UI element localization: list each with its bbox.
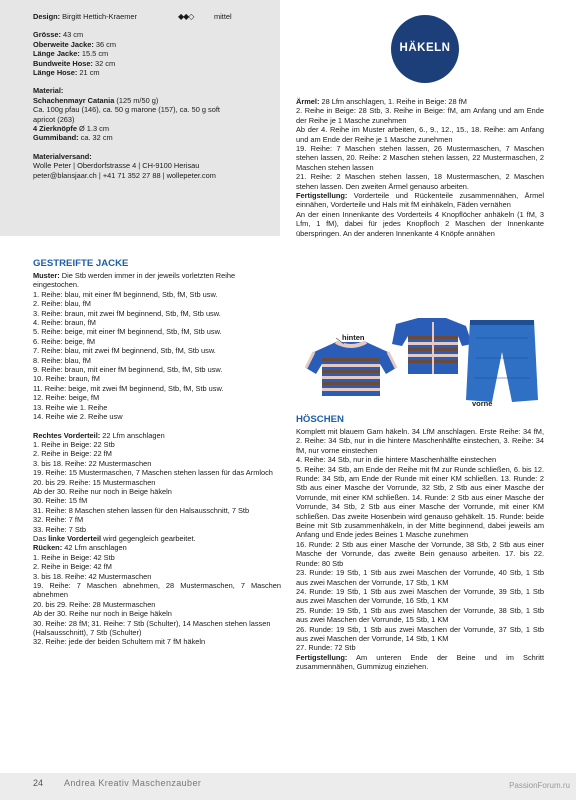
watermark: PassionForum.ru [509,781,570,790]
list-item: 31. Reihe: 8 Maschen stehen lassen für den Halsausschnitt, 7 Stb [33,505,250,515]
difficulty-label: mittel [214,12,232,21]
list-item: 9. Reihe: braun, mit einer fM beginnend, Stb, fM, Stb usw. [33,365,223,375]
list-item: 33. Reihe: 7 Stb [33,524,87,534]
intro-paragraph: Komplett mit blauem Garn häkeln. 34 LfM anschlagen. Erste Reihe: 34 fM, 2. Reihe: 34 Stb, nur in die hintere Maschenhälfte einstechen, 3. Reihe: 34 fM, nur vorne einstechen [296,427,544,455]
list-item: 11. Reihe: beige, mit zwei fM beginnend, Stb, fM, Stb usw. [33,383,224,393]
list-item: 32. Reihe: 7 fM [33,515,84,525]
list-item: 3. Reihe: braun, mit zwei fM beginnend, Stb, fM, Stb usw. [33,308,221,318]
jacke-section [33,258,281,647]
muster-paragraph: Muster: Die Stb werden immer in der jeweils vorletzten Reihe eingestochen. [33,271,236,290]
fertigstellung-paragraph: Fertigstellung: Vorderteile und Rückenteile zusammennähen, Ärmel einnähen, Vorderteile und Hals mit fM einhäkeln, Fäden vernähen [296,191,544,210]
pants-image [466,320,538,402]
list-item: 13. Reihe wie 1. Reihe [33,402,108,412]
list-item: 30. Reihe: 15 fM [33,496,88,506]
list-item: 19. Reihe: 7 Maschen stehen lassen, 26 Mustermaschen, 7 Maschen stehen lassen, 20. Reihe: 2 Maschen stehen lassen, 22 Mustermaschen, 2 Maschen stehen lassen [296,144,544,172]
jacket-image [306,342,396,396]
list-item: 2. Reihe in Beige: 22 fM [33,449,112,459]
list-item: 4. Reihe: braun, fM [33,318,96,328]
list-item: 4. Reihe: 34 Stb, nur in die hintere Maschenhälfte einstechen [296,455,497,465]
size-line: Grösse: 43 cm [33,30,84,40]
list-item: 32. Reihe: jede der beiden Schultern mit 7 fM häkeln [33,637,206,647]
jacket-front-image [392,318,472,374]
list-item: Ab der 4. Reihe im Muster arbeiten, 6., 9., 12., 15., 18. Reihe: am Anfang und am Ende der Reihe je 1 Masche zunehmen [296,125,544,144]
list-item: 2. Reihe in Beige: 42 fM [33,562,112,572]
list-item: 6. Reihe: beige, fM [33,336,96,346]
difficulty-diamonds-icon: ◆◆◇ [178,12,194,21]
list-item: 19. Reihe: 7 Maschen abnehmen, 28 Mustermaschen, 7 Maschen abnehmen [33,581,281,600]
publication-title: Andrea Kreativ Maschenzauber [64,778,202,788]
label-hinten: hinten [342,333,365,342]
list-item: 19. Reihe: 15 Mustermaschen, 7 Maschen stehen lassen für das Armloch [33,468,273,478]
elastic-line: Gummiband: ca. 32 cm [33,133,113,143]
buttons-line: 4 Zierknöpfe Ø 1.3 cm [33,124,109,134]
list-item: 7. Reihe: blau, mit zwei fM beginnend, Stb, fM, Stb usw. [33,346,216,356]
list-item: 24. Runde: 19 Stb, 1 Stb aus zwei Maschen der Vorrunde, 39 Stb, 1 Stb aus zwei Maschen der Vorrunde, 16 Stb, 1 KM [296,586,544,606]
label-vorne: vorne [472,399,493,408]
versand-heading: Materialversand: [33,151,92,161]
list-item: 10. Reihe: braun, fM [33,374,100,384]
section-title: GESTREIFTE JACKE [33,258,129,269]
colors-line: Ca. 100g pfau (146), ca. 50 g marone (157), ca. 50 g soft [33,105,220,115]
hoeschen-section [296,414,544,672]
aermel-section [296,97,544,238]
size-line: Oberweite Jacke: 36 cm [33,39,117,49]
linkes-vorderteil-note: Das linke Vorderteil wird gegengleich gearbeitet. [33,533,196,543]
list-item: 16. Runde: 2 Stb aus einer Masche der Vorrunde, 38 Stb, 2 Stb aus einer Masche der Vorrunde, das zweite Bein genauso arbeiten. 17. bis 22. Runde: 80 Stb [296,539,544,568]
list-item: 26. Runde: 19 Stb, 1 Stb aus zwei Maschen der Vorrunde, 37 Stb, 1 Stb aus zwei Maschen der Vorrunde, 14 Stb, 1 KM [296,624,544,643]
section-title: HÖSCHEN [296,414,344,425]
list-item: 20. bis 29. Reihe: 28 Mustermaschen [33,599,156,609]
material-heading: Material: [33,86,64,96]
list-item: Ab der 30. Reihe nur noch in Beige häkeln [33,609,172,619]
design-line: Design: Birgitt Hettich-Kraemer [33,12,137,21]
page-number: 24 [33,778,44,788]
list-item: 21. Reihe: 2 Maschen stehen lassen, 18 Mustermaschen, 2 Maschen stehen lassen. Den zweiten Ärmel genauso arbeiten. [296,172,544,191]
list-item: 2. Reihe: blau, fM [33,299,91,309]
versand-address: Wolle Peter | Oberdorfstrasse 4 | CH-9100 Herisau [33,161,200,171]
knopfloch-paragraph: An der einen Innenkante des Vorderteils 4 Knopflöcher anhäkeln (1 fM, 3 Lfm, 1 fM), dabei für jedes Knopfloch 2 Maschen der Innenkante überspringen. An der anderen Innenkante 4 Knöpfe annähen [296,209,544,238]
list-item: 1. Reihe in Beige: 42 Stb [33,552,115,562]
list-item: 3. bis 18. Reihe: 42 Mustermaschen [33,571,152,581]
list-item: 12. Reihe: beige, fM [33,393,100,403]
list-item: 3. bis 18. Reihe: 22 Mustermaschen [33,458,152,468]
row-list [33,290,281,422]
haekeln-badge: HÄKELN [391,15,459,83]
list-item: 30. Reihe: 28 fM; 31. Reihe: 7 Stb (Schulter), 14 Maschen stehen lassen (Halsausschnitt), 7 Stb (Schulter) [33,618,271,638]
list-item: 27. Runde: 72 Stb [296,643,356,653]
list-item: 5. Reihe: 34 Stb, am Ende der Reihe mit fM zur Runde schließen, 6. bis 12. Runde: 34 Stb, am Ende der Runde mit einer KM schließen. 13. Runde: 2 Stb aus einer Masche der Vorrunde, 32 Stb, 2 Stb aus einer Masche der Vorrunde, mit einer KM schließen. 14. Runde: 2 Stb aus einer Masche der Vorrunde, 34 Stb, 2 Stb aus einer Masche der Vorrunde, mit einer KM schließen. Das zweite Hosenbein wird genauso gehäkelt. 15. Runde: beide Beine mit Stb zusammenhäkeln, in der Mitte beginnend, dabei jeweils am Anfang und Ende jedes Beines 1 Masche zunehmen [296,464,544,540]
list-item: 2. Reihe in Beige: 28 Stb, 3. Reihe in Beige: fM, am Anfang und am Ende der Reihe je 1 Masche zunehmen [296,106,544,125]
list-item: 1. Reihe in Beige: 22 Stb [33,439,115,449]
material-info [33,12,278,180]
versand-contact: peter@blansjaar.ch | +41 71 352 27 88 | wollepeter.com [33,170,216,180]
list-item: 8. Reihe: blau, fM [33,355,91,365]
size-line: Länge Jacke: 15.5 cm [33,49,109,59]
list-item: 25. Runde: 19 Stb, 1 Stb aus zwei Maschen der Vorrunde, 38 Stb, 1 Stb aus zwei Maschen der Vorrunde, 15 Stb, 1 KM [296,605,544,625]
list-item: 5. Reihe: beige, mit einer fM beginnend, Stb, fM, Stb usw. [33,327,222,337]
list-item: Ab der 30. Reihe nur noch in Beige häkeln [33,486,172,496]
list-item: 1. Reihe: blau, mit einer fM beginnend, Stb, fM, Stb usw. [33,289,218,299]
colors-line: apricot (263) [33,114,75,124]
rechtes-vorderteil-heading: Rechtes Vorderteil: 22 Lfm anschlagen [33,430,165,440]
size-line: Länge Hose: 21 cm [33,68,100,78]
aermel-heading: Ärmel: 28 Lfm anschlagen, 1. Reihe in Beige: 28 fM [296,97,467,106]
garment-photo [296,318,544,410]
list-item: 23. Runde: 19 Stb, 1 Stb aus zwei Maschen der Vorrunde, 40 Stb, 1 Stb aus zwei Maschen der Vorrunde, 17 Stb, 1 KM [296,568,544,587]
ruecken-heading: Rücken: 42 Lfm anschlagen [33,543,127,553]
fertigstellung-paragraph: Fertigstellung: Am unteren Ende der Beine und im Schritt zusammennähen, Gummizug einziehen. [296,652,544,672]
list-item: 14. Reihe wie 2. Reihe usw [33,412,123,422]
size-line: Bundweite Hose: 32 cm [33,58,116,68]
yarn-line: Schachenmayr Catania (125 m/50 g) [33,95,159,105]
list-item: 20. bis 29. Reihe: 15 Mustermaschen [33,477,156,487]
